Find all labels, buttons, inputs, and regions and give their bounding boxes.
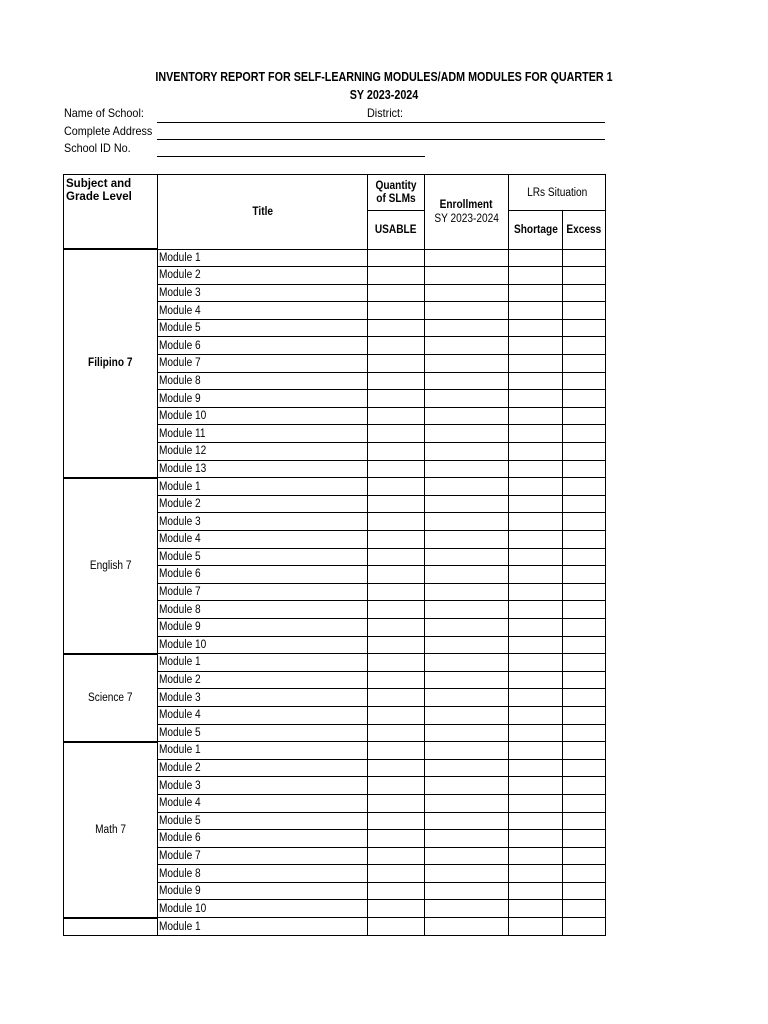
enrollment-cell[interactable] (425, 918, 509, 936)
module-title-cell: Module 8 (158, 601, 368, 619)
usable-cell[interactable] (368, 337, 425, 355)
table-row (64, 249, 606, 267)
usable-cell[interactable] (368, 671, 425, 689)
usable-cell[interactable] (368, 583, 425, 601)
shortage-cell[interactable] (509, 865, 563, 883)
usable-cell[interactable] (368, 390, 425, 408)
inventory-table (63, 174, 606, 936)
school-id-field[interactable] (157, 156, 425, 157)
lrs-situation-header: LRs Situation (509, 175, 606, 211)
shortage-cell[interactable] (509, 918, 563, 936)
excess-cell[interactable] (563, 830, 606, 848)
excess-cell[interactable] (563, 865, 606, 883)
shortage-cell[interactable] (509, 847, 563, 865)
enrollment-cell[interactable] (425, 794, 509, 812)
enrollment-cell[interactable] (425, 548, 509, 566)
module-title-cell: Module 3 (158, 777, 368, 795)
enrollment-header: Enrollment SY 2023-2024 (425, 175, 509, 250)
excess-cell[interactable] (563, 284, 606, 302)
usable-cell[interactable] (368, 830, 425, 848)
report-title: INVENTORY REPORT FOR SELF-LEARNING MODULES/ADM MODULES FOR QUARTER 1 (155, 70, 613, 84)
shortage-cell[interactable] (509, 302, 563, 320)
excess-cell[interactable] (563, 918, 606, 936)
school-name-label: Name of School: (64, 106, 144, 120)
shortage-cell[interactable] (509, 777, 563, 795)
excess-cell[interactable] (563, 654, 606, 672)
module-title-cell: Module 2 (158, 267, 368, 285)
excess-cell[interactable] (563, 812, 606, 830)
excess-cell[interactable] (563, 548, 606, 566)
shortage-cell[interactable] (509, 724, 563, 742)
excess-cell[interactable] (563, 706, 606, 724)
usable-cell[interactable] (368, 900, 425, 918)
excess-cell[interactable] (563, 355, 606, 373)
shortage-cell[interactable] (509, 249, 563, 267)
usable-cell[interactable] (368, 372, 425, 390)
module-title-cell: Module 4 (158, 794, 368, 812)
shortage-cell[interactable] (509, 513, 563, 531)
excess-cell[interactable] (563, 319, 606, 337)
shortage-cell[interactable] (509, 794, 563, 812)
usable-cell[interactable] (368, 689, 425, 707)
enrollment-cell[interactable] (425, 513, 509, 531)
report-school-year: SY 2023-2024 (349, 88, 419, 102)
usable-cell[interactable] (368, 636, 425, 654)
module-title-cell: Module 11 (158, 425, 368, 443)
excess-cell[interactable] (563, 689, 606, 707)
module-title-cell: Module 2 (158, 495, 368, 513)
enrollment-cell[interactable] (425, 390, 509, 408)
excess-cell[interactable] (563, 882, 606, 900)
usable-cell[interactable] (368, 777, 425, 795)
module-title-cell: Module 10 (158, 900, 368, 918)
shortage-cell[interactable] (509, 671, 563, 689)
district-label: District: (367, 106, 403, 120)
enrollment-cell[interactable] (425, 777, 509, 795)
shortage-cell[interactable] (509, 830, 563, 848)
school-id-label: School ID No. (64, 141, 131, 155)
usable-cell[interactable] (368, 794, 425, 812)
enrollment-cell[interactable] (425, 302, 509, 320)
module-title-cell: Module 7 (158, 583, 368, 601)
usable-cell[interactable] (368, 407, 425, 425)
usable-cell[interactable] (368, 847, 425, 865)
shortage-cell[interactable] (509, 900, 563, 918)
module-title-cell: Module 13 (158, 460, 368, 478)
usable-cell[interactable] (368, 460, 425, 478)
shortage-cell[interactable] (509, 460, 563, 478)
excess-cell[interactable] (563, 671, 606, 689)
school-name-field[interactable] (157, 122, 605, 123)
usable-cell[interactable] (368, 566, 425, 584)
module-title-cell: Module 6 (158, 337, 368, 355)
shortage-cell[interactable] (509, 566, 563, 584)
excess-cell[interactable] (563, 372, 606, 390)
excess-cell[interactable] (563, 443, 606, 461)
module-title-cell: Module 2 (158, 671, 368, 689)
enrollment-cell[interactable] (425, 583, 509, 601)
shortage-cell[interactable] (509, 284, 563, 302)
excess-cell[interactable] (563, 337, 606, 355)
module-title-cell: Module 5 (158, 319, 368, 337)
usable-cell[interactable] (368, 495, 425, 513)
enrollment-cell[interactable] (425, 724, 509, 742)
enrollment-cell[interactable] (425, 830, 509, 848)
usable-cell[interactable] (368, 478, 425, 496)
enrollment-cell[interactable] (425, 425, 509, 443)
shortage-cell[interactable] (509, 531, 563, 549)
excess-cell[interactable] (563, 390, 606, 408)
subject-group (64, 742, 606, 918)
module-title-cell: Module 3 (158, 513, 368, 531)
usable-cell[interactable] (368, 918, 425, 936)
usable-cell[interactable] (368, 812, 425, 830)
enrollment-cell[interactable] (425, 900, 509, 918)
usable-cell[interactable] (368, 548, 425, 566)
excess-cell[interactable] (563, 601, 606, 619)
shortage-cell[interactable] (509, 742, 563, 760)
shortage-cell[interactable] (509, 355, 563, 373)
excess-cell[interactable] (563, 759, 606, 777)
module-title-cell: Module 7 (158, 355, 368, 373)
usable-cell[interactable] (368, 513, 425, 531)
module-title-cell: Module 10 (158, 407, 368, 425)
usable-cell[interactable] (368, 267, 425, 285)
enrollment-cell[interactable] (425, 566, 509, 584)
enrollment-cell[interactable] (425, 618, 509, 636)
usable-cell[interactable] (368, 284, 425, 302)
excess-cell[interactable] (563, 847, 606, 865)
subject-group (64, 654, 606, 742)
excess-cell[interactable] (563, 267, 606, 285)
usable-cell[interactable] (368, 249, 425, 267)
enrollment-cell[interactable] (425, 882, 509, 900)
shortage-cell[interactable] (509, 759, 563, 777)
excess-cell[interactable] (563, 583, 606, 601)
subject-header: Subject and Grade Level (64, 175, 158, 250)
shortage-cell[interactable] (509, 654, 563, 672)
enrollment-cell[interactable] (425, 671, 509, 689)
shortage-cell[interactable] (509, 337, 563, 355)
module-title-cell: Module 1 (158, 478, 368, 496)
enrollment-cell[interactable] (425, 355, 509, 373)
enrollment-cell[interactable] (425, 249, 509, 267)
enrollment-cell[interactable] (425, 847, 509, 865)
shortage-cell[interactable] (509, 583, 563, 601)
module-title-cell: Module 1 (158, 742, 368, 760)
table-row (64, 742, 606, 760)
enrollment-cell[interactable] (425, 689, 509, 707)
shortage-cell[interactable] (509, 372, 563, 390)
usable-cell[interactable] (368, 302, 425, 320)
usable-cell[interactable] (368, 654, 425, 672)
shortage-cell[interactable] (509, 618, 563, 636)
usable-cell[interactable] (368, 882, 425, 900)
subject-group (64, 918, 606, 936)
module-title-cell: Module 1 (158, 918, 368, 936)
usable-cell[interactable] (368, 531, 425, 549)
module-title-cell: Module 9 (158, 390, 368, 408)
module-title-cell: Module 8 (158, 865, 368, 883)
usable-cell[interactable] (368, 742, 425, 760)
excess-cell[interactable] (563, 425, 606, 443)
table-row (64, 918, 606, 936)
shortage-cell[interactable] (509, 636, 563, 654)
excess-cell[interactable] (563, 460, 606, 478)
enrollment-cell[interactable] (425, 706, 509, 724)
excess-cell[interactable] (563, 742, 606, 760)
enrollment-cell[interactable] (425, 812, 509, 830)
enrollment-cell[interactable] (425, 654, 509, 672)
enrollment-cell[interactable] (425, 284, 509, 302)
shortage-cell[interactable] (509, 689, 563, 707)
subject-group (64, 249, 606, 478)
subject-cell: English 7 (64, 478, 158, 654)
module-title-cell: Module 1 (158, 654, 368, 672)
excess-cell[interactable] (563, 566, 606, 584)
enrollment-cell[interactable] (425, 601, 509, 619)
address-label: Complete Address (64, 124, 153, 138)
module-title-cell: Module 6 (158, 830, 368, 848)
excess-cell[interactable] (563, 636, 606, 654)
excess-cell[interactable] (563, 302, 606, 320)
usable-header: USABLE (368, 211, 425, 249)
shortage-cell[interactable] (509, 443, 563, 461)
shortage-cell[interactable] (509, 601, 563, 619)
usable-cell[interactable] (368, 443, 425, 461)
module-title-cell: Module 3 (158, 689, 368, 707)
enrollment-cell[interactable] (425, 337, 509, 355)
module-title-cell: Module 4 (158, 302, 368, 320)
module-title-cell: Module 5 (158, 812, 368, 830)
subject-cell: Science 7 (64, 654, 158, 742)
usable-cell[interactable] (368, 706, 425, 724)
quantity-header: Quantity of SLMs (368, 175, 425, 211)
enrollment-cell[interactable] (425, 407, 509, 425)
module-title-cell: Module 7 (158, 847, 368, 865)
title-header: Title (158, 175, 368, 250)
module-title-cell: Module 2 (158, 759, 368, 777)
enrollment-cell[interactable] (425, 372, 509, 390)
usable-cell[interactable] (368, 724, 425, 742)
usable-cell[interactable] (368, 425, 425, 443)
module-title-cell: Module 9 (158, 882, 368, 900)
excess-cell[interactable] (563, 777, 606, 795)
usable-cell[interactable] (368, 618, 425, 636)
enrollment-cell[interactable] (425, 319, 509, 337)
module-title-cell: Module 3 (158, 284, 368, 302)
address-field[interactable] (157, 139, 605, 140)
usable-cell[interactable] (368, 355, 425, 373)
module-title-cell: Module 4 (158, 531, 368, 549)
usable-cell[interactable] (368, 319, 425, 337)
enrollment-cell[interactable] (425, 460, 509, 478)
enrollment-cell[interactable] (425, 267, 509, 285)
excess-cell[interactable] (563, 531, 606, 549)
shortage-cell[interactable] (509, 882, 563, 900)
subject-cell: Math 7 (64, 742, 158, 918)
subject-group (64, 478, 606, 654)
module-title-cell: Module 1 (158, 249, 368, 267)
shortage-cell[interactable] (509, 495, 563, 513)
excess-cell[interactable] (563, 724, 606, 742)
enrollment-cell[interactable] (425, 443, 509, 461)
excess-header: Excess (563, 211, 606, 249)
shortage-cell[interactable] (509, 548, 563, 566)
usable-cell[interactable] (368, 601, 425, 619)
shortage-cell[interactable] (509, 706, 563, 724)
module-title-cell: Module 12 (158, 443, 368, 461)
shortage-header: Shortage (509, 211, 563, 249)
excess-cell[interactable] (563, 249, 606, 267)
module-title-cell: Module 4 (158, 706, 368, 724)
shortage-cell[interactable] (509, 390, 563, 408)
module-title-cell: Module 5 (158, 724, 368, 742)
enrollment-cell[interactable] (425, 636, 509, 654)
excess-cell[interactable] (563, 794, 606, 812)
excess-cell[interactable] (563, 495, 606, 513)
module-title-cell: Module 6 (158, 566, 368, 584)
usable-cell[interactable] (368, 865, 425, 883)
shortage-cell[interactable] (509, 267, 563, 285)
shortage-cell[interactable] (509, 407, 563, 425)
module-title-cell: Module 5 (158, 548, 368, 566)
module-title-cell: Module 10 (158, 636, 368, 654)
enrollment-cell[interactable] (425, 478, 509, 496)
enrollment-cell[interactable] (425, 531, 509, 549)
shortage-cell[interactable] (509, 319, 563, 337)
table-row (64, 654, 606, 672)
excess-cell[interactable] (563, 478, 606, 496)
subject-cell (64, 918, 158, 936)
excess-cell[interactable] (563, 407, 606, 425)
excess-cell[interactable] (563, 900, 606, 918)
excess-cell[interactable] (563, 513, 606, 531)
enrollment-cell[interactable] (425, 759, 509, 777)
usable-cell[interactable] (368, 759, 425, 777)
subject-cell: Filipino 7 (64, 249, 158, 478)
shortage-cell[interactable] (509, 478, 563, 496)
enrollment-cell[interactable] (425, 742, 509, 760)
shortage-cell[interactable] (509, 812, 563, 830)
excess-cell[interactable] (563, 618, 606, 636)
enrollment-cell[interactable] (425, 865, 509, 883)
table-row (64, 478, 606, 496)
shortage-cell[interactable] (509, 425, 563, 443)
module-title-cell: Module 9 (158, 618, 368, 636)
enrollment-cell[interactable] (425, 495, 509, 513)
module-title-cell: Module 8 (158, 372, 368, 390)
